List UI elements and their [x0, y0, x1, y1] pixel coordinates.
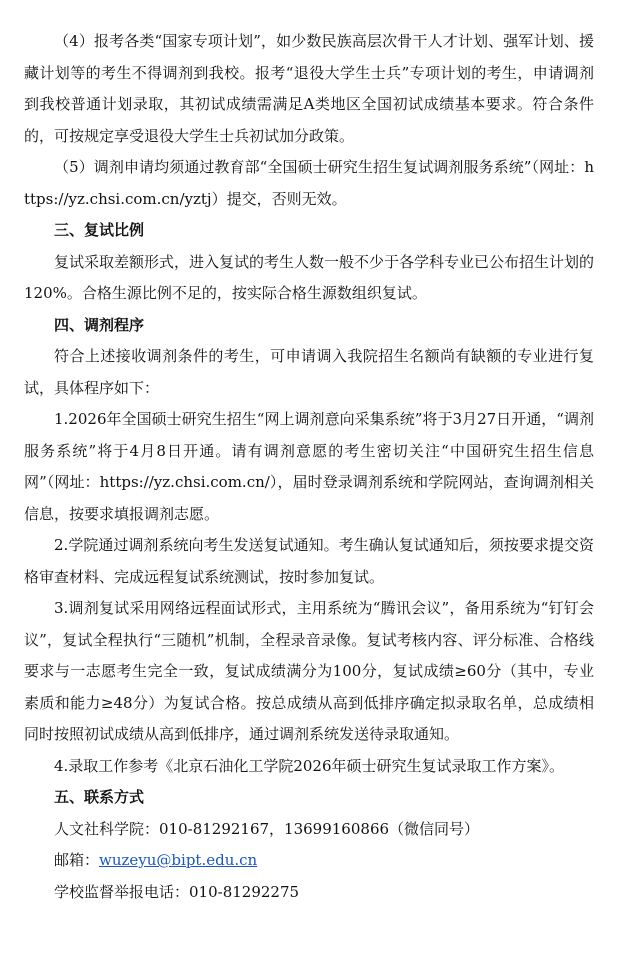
- procedure-step-1: 1.2026年全国硕士研究生招生“网上调剂意向采集系统”将于3月27日开通，“调剂服务系统”将于4月8日开通。请有调剂意愿的考生密切关注“中国研究生招生信息网”（网址：https://yz.chsi.com.cn/），届时登录调剂系统和学院网站，查询调剂相关信息，按要求填报调剂志愿。: [24, 410, 594, 523]
- contact-email-line: [24, 845, 594, 877]
- section-heading-contact: 五、联系方式: [54, 788, 145, 806]
- email-link[interactable]: wuzeyu@bipt.edu.cn: [99, 851, 258, 869]
- paragraph-ratio: 复试采取差额形式，进入复试的考生人数一般不少于各学科专业已公布招生计划的120%。合格生源比例不足的，按实际合格生源数组织复试。: [24, 252, 595, 302]
- procedure-step-2: 2.学院通过调剂系统向考生发送复试通知。考生确认复试通知后，须按要求提交资格审查材料、完成远程复试系统测试，按时参加复试。: [24, 536, 594, 586]
- contact-report-line: 学校监督举报电话：010-81292275: [54, 882, 300, 901]
- section-heading-ratio: 三、复试比例: [54, 221, 145, 239]
- paragraph-adjustment-system: （5）调剂申请均须通过教育部“全国硕士研究生招生复试调剂服务系统”（网址：https://yz.chsi.com.cn/yztj）提交，否则无效。: [24, 158, 594, 208]
- contact-phone-line: 人文社科学院：010-81292167，13699160866（微信同号）: [54, 819, 480, 838]
- section-heading-procedure: 四、调剂程序: [54, 315, 145, 334]
- document-page: [24, 26, 594, 908]
- paragraph-procedure-intro: 符合上述接收调剂条件的考生，可申请调入我院招生名额尚有缺额的专业进行复试，具体程序如下：: [24, 347, 594, 397]
- procedure-step-4: 4.录取工作参考《北京石油化工学院2026年硕士研究生复试录取工作方案》。: [54, 756, 564, 775]
- paragraph-special-plan: （4）报考各类“国家专项计划”，如少数民族高层次骨干人才计划、强军计划、援藏计划等的考生不得调剂到我校。报考“退役大学生士兵”专项计划的考生，申请调剂到我校普通计划录取，其初试成绩需满足A类地区全国初试成绩基本要求。符合条件的，可按规定享受退役大学生士兵初试加分政策。: [24, 32, 594, 145]
- email-label: 邮箱：: [54, 851, 100, 869]
- procedure-step-3: 3.调剂复试采用网络远程面试形式，主用系统为“腾讯会议”，备用系统为“钉钉会议”，复试全程执行“三随机”机制，全程录音录像。复试考核内容、评分标准、合格线要求与一志愿考生完全一致，复试成绩满分为100分，复试成绩≥60分（其中，专业素质和能力≥48分）为复试合格。按总成绩从高到低排序确定拟录取名单，总成绩相同时按照初试成绩从高到低排序，通过调剂系统发送待录取通知。: [24, 599, 594, 743]
